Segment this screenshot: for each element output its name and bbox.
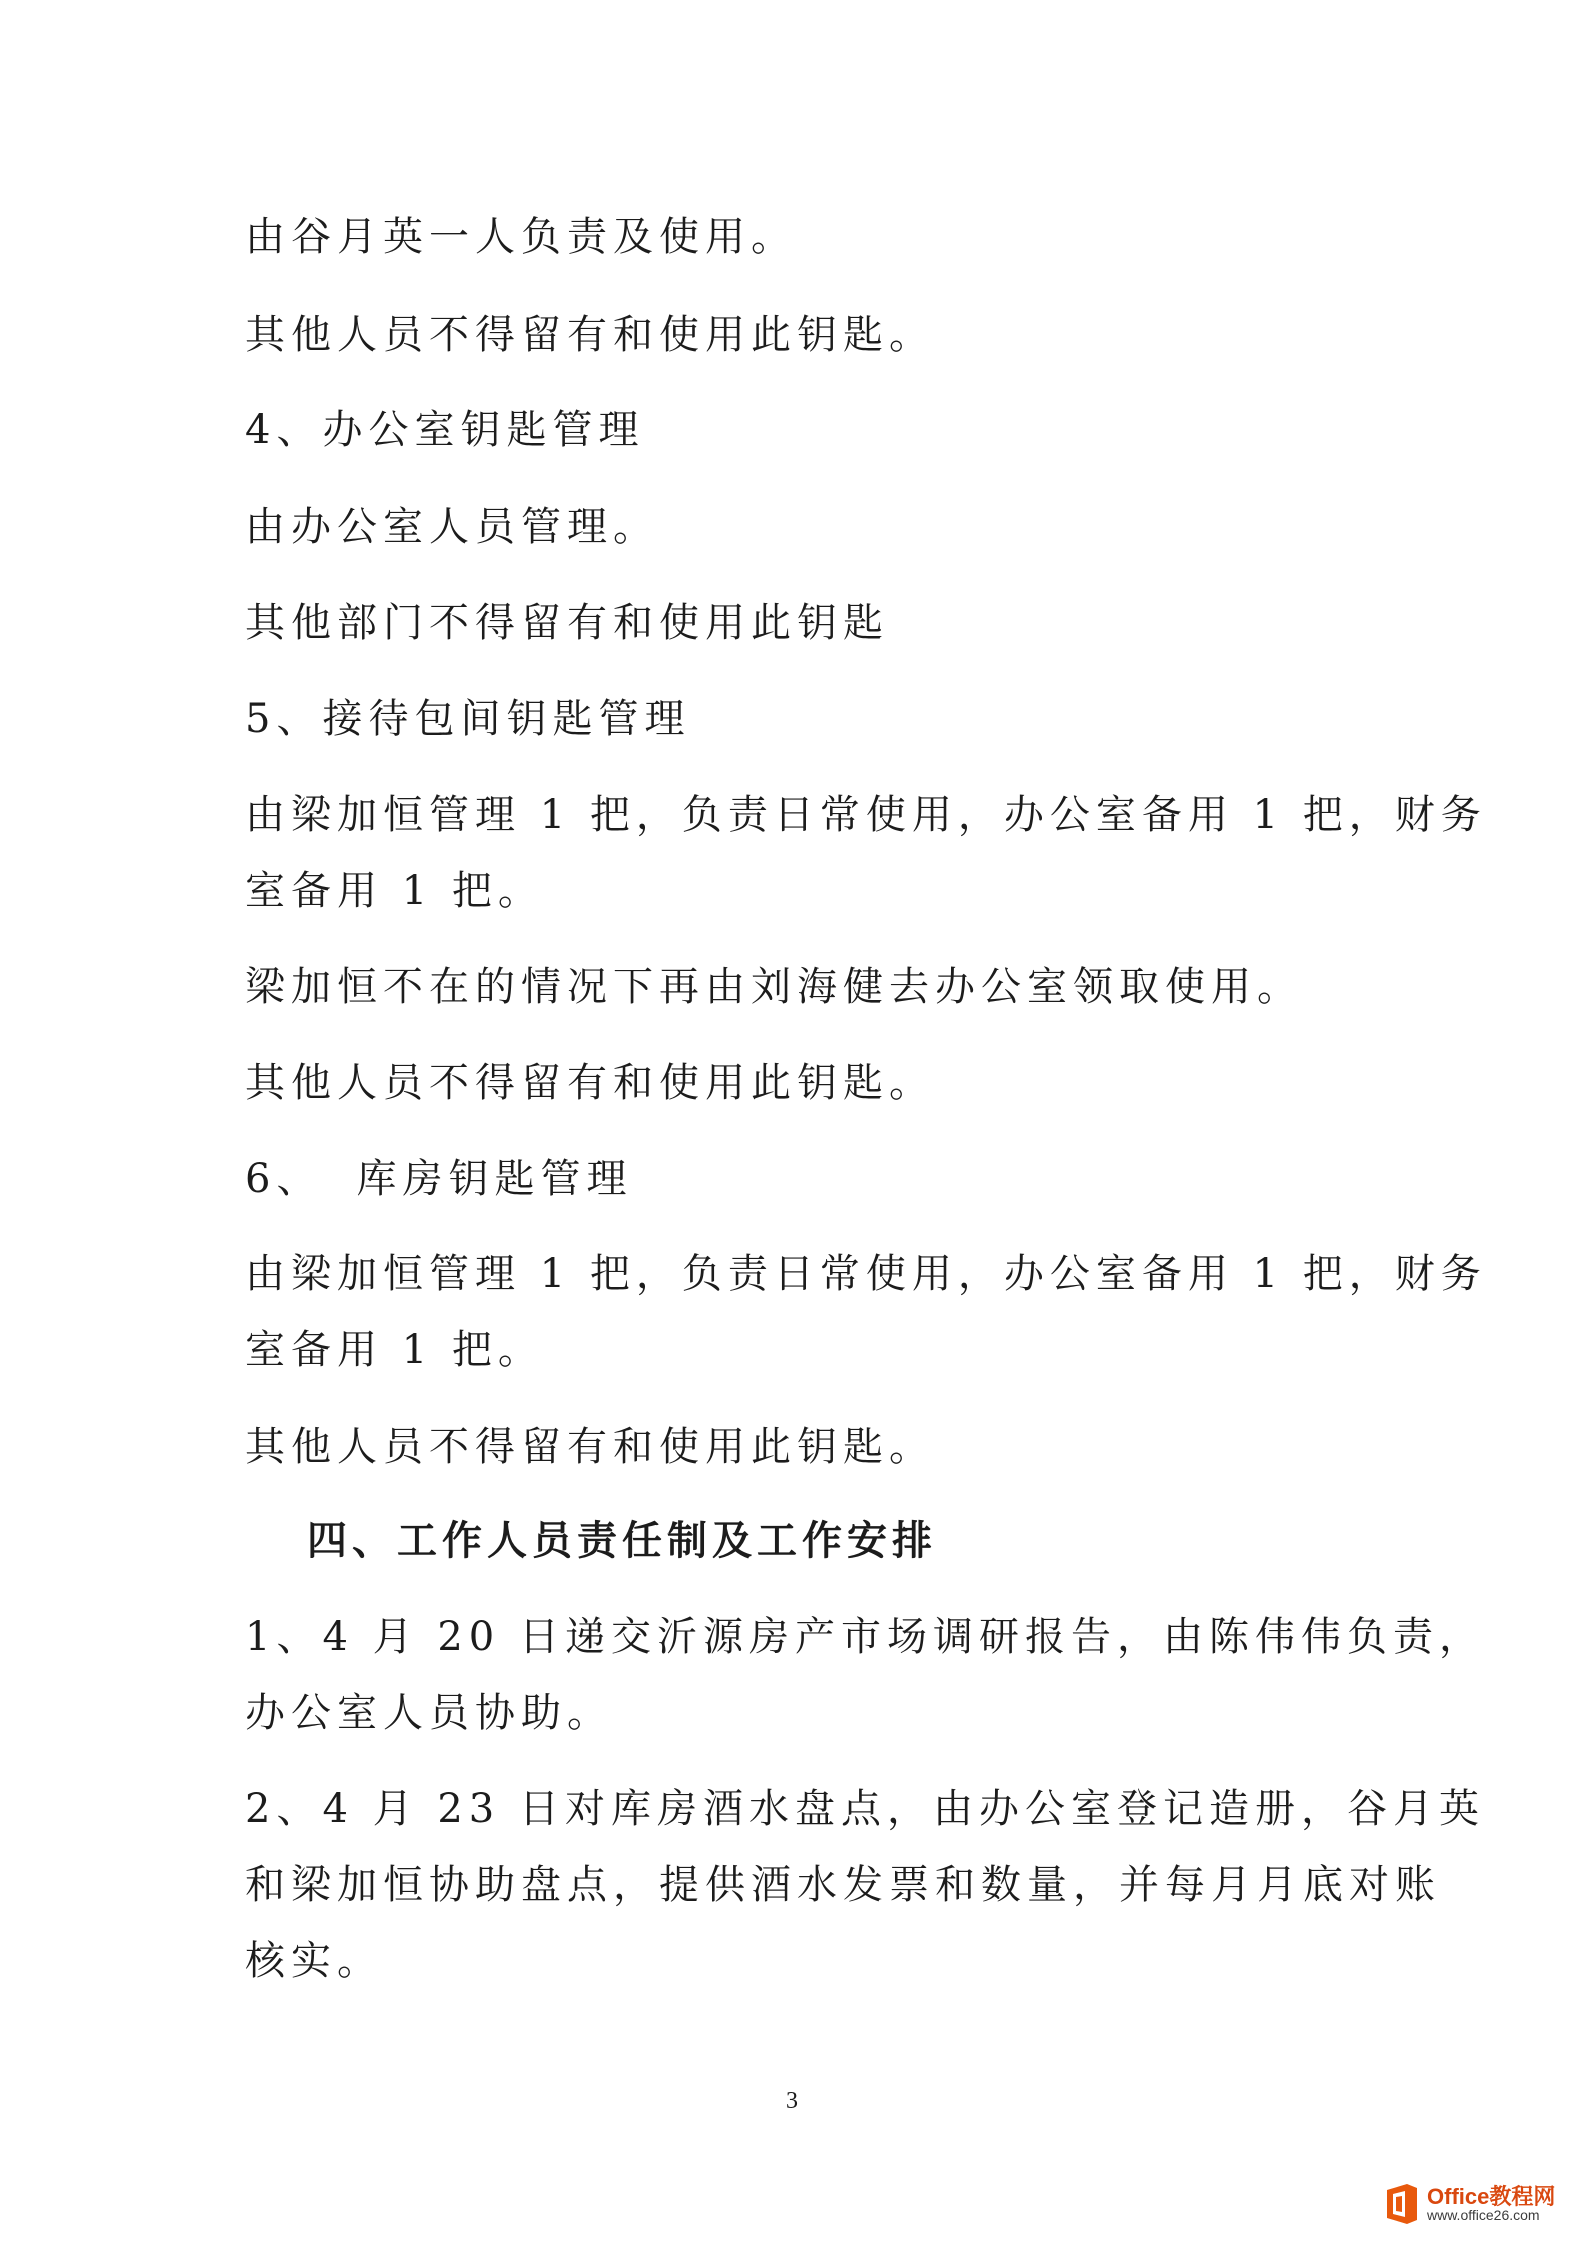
section-item-6-title: 库房钥匙管理 [356,1156,633,1202]
body-line: 办公室人员协助。 [245,1690,613,1736]
body-line: 由办公室人员管理。 [245,504,659,550]
body-line: 室备用 1 把。 [245,1327,544,1373]
section-item-5: 5、接待包间钥匙管理 [245,696,691,742]
watermark-text [1427,2185,1555,2223]
section-heading: 四、工作人员责任制及工作安排 [307,1517,937,1564]
body-line: 由梁加恒管理 1 把，负责日常使用，办公室备用 1 把，财务 [245,1251,1487,1297]
body-line: 其他人员不得留有和使用此钥匙。 [245,1424,935,1470]
section-item-4: 4、办公室钥匙管理 [245,407,645,453]
body-line: 室备用 1 把。 [245,868,544,914]
body-line: 和梁加恒协助盘点，提供酒水发票和数量，并每月月底对账 [245,1862,1441,1908]
body-line: 由梁加恒管理 1 把，负责日常使用，办公室备用 1 把，财务 [245,792,1487,838]
body-line: 其他部门不得留有和使用此钥匙 [245,600,889,646]
watermark-title: Office教程网 [1427,2184,1556,2210]
section-item-6-number: 6、 [245,1156,323,1202]
body-line: 2、4 月 23 日对库房酒水盘点，由办公室登记造册，谷月英 [245,1786,1485,1832]
body-line: 1、4 月 20 日递交沂源房产市场调研报告，由陈伟伟负责， [245,1614,1485,1660]
body-line: 核实。 [245,1938,383,1984]
watermark [1383,2175,1569,2233]
watermark-url: www.office26.com [1427,2207,1540,2224]
page-number: 3 [786,2088,798,2114]
section-item-6 [245,1154,632,1204]
body-line: 由谷月英一人负责及使用。 [245,214,797,260]
office-logo-icon [1383,2182,1421,2226]
body-line: 梁加恒不在的情况下再由刘海健去办公室领取使用。 [245,964,1303,1010]
body-line: 其他人员不得留有和使用此钥匙。 [245,1060,935,1106]
body-line: 其他人员不得留有和使用此钥匙。 [245,312,935,358]
